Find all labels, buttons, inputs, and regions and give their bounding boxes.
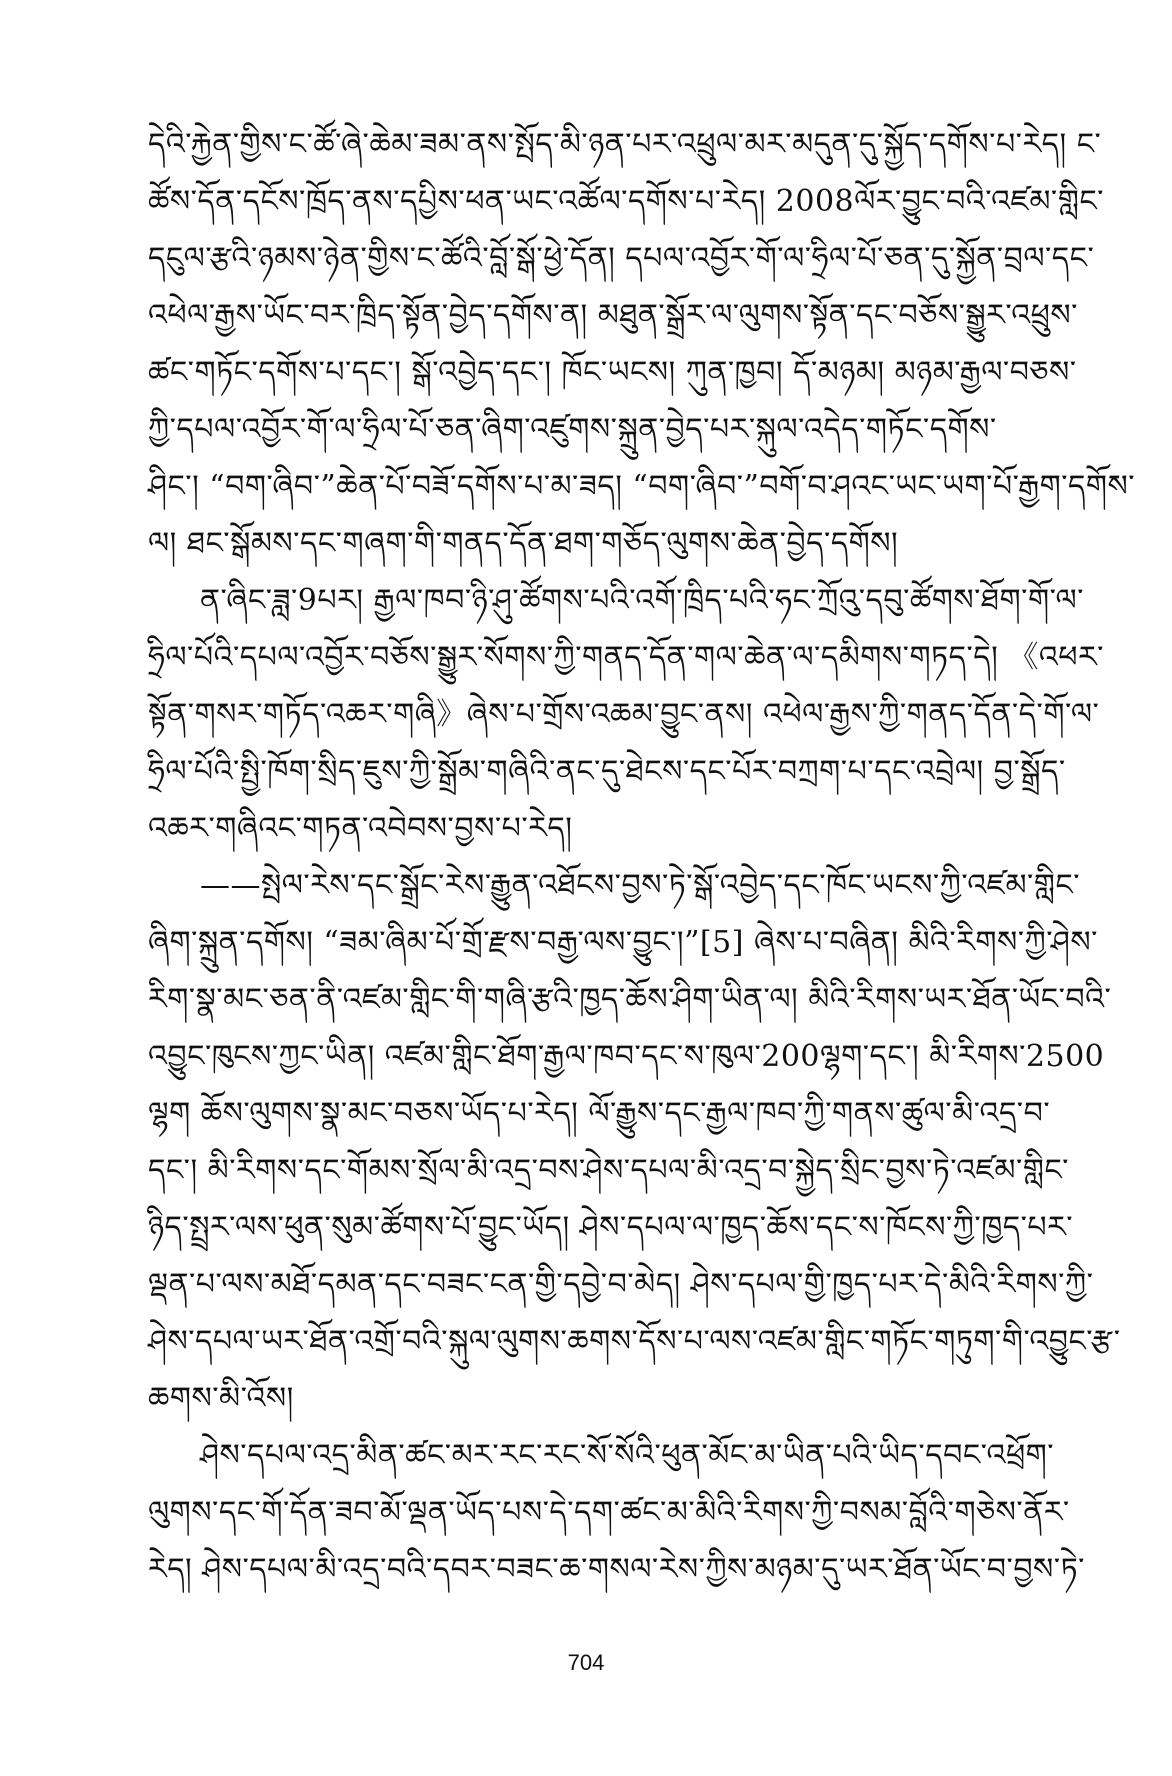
text-line: ཤིང་། “བག་ཞིབ་”ཆེན་པོ་བཟོ་དགོས་པ་མ་ཟད། “བག་ཞིབ་”བགོ་བ་ཤའང་ཡང་ཡག་པོ་རྒྱག་དགོས་ xyxy=(148,469,1136,504)
text-line: རེད། ཤེས་དཔལ་མི་འདྲ་བའི་དབར་བཟང་ཆ་གསལ་རེས་ཀྱིས་མཉམ་དུ་ཡར་ཐོན་ཡོང་བ་བྱས་ཏེ་ xyxy=(148,1552,1085,1587)
section-heading-line: ——སྤེལ་རེས་དང་སྒྲོང་རེས་རྒྱུན་འཐོངས་བྱས་ཏེ་སྒོ་འབྱེད་དང་ཁོང་ཡངས་ཀྱི་འཛམ་གླིང་ xyxy=(200,868,1081,903)
text-line: ཤེས་དཔལ་འདྲ་མིན་ཚང་མར་རང་རང་སོ་སོའི་ཕུན་མོང་མ་ཡིན་པའི་ཡིད་དབང་འཕྲོག་ xyxy=(200,1438,1055,1473)
text-line: འཕེལ་རྒྱས་ཡོང་བར་ཁྲིད་སྟོན་བྱེད་དགོས་ན། མཐུན་སྒྲོར་ལ་ལུགས་སྟོན་དང་བཅོས་སྒྱུར་འཕྲུས་ xyxy=(148,298,1078,333)
text-line: ན་ཞིང་ཟླ་9པར། རྒྱལ་ཁབ་ཉི་ཤུ་ཚོགས་པའི་འགོ་ཁྲིད་པའི་ཧང་ཀྲོའུ་དབུ་ཚོགས་ཐོག་གོ་ལ་ xyxy=(200,583,1084,618)
text-line: ཚང་གཏོང་དགོས་པ་དང་། སྒོ་འབྱེད་དང་། ཁོང་ཡངས། ཀུན་ཁྱབ། དོ་མཉམ། མཉམ་རྒྱལ་བཅས་ xyxy=(148,355,1077,390)
text-line: འཆར་གཞིའང་གཏན་འབེབས་བྱས་པ་རེད། xyxy=(148,811,573,846)
text-line: དེའི་རྐྱེན་གྱིས་ང་ཚོ་ཞེ་ཆེམ་ཟམ་ནས་སྤོད་མི་ཉན་པར་འཕྲུལ་མར་མདུན་དུ་སྐྱོད་དགོས་པ་རེད། ང་ xyxy=(148,127,1102,162)
text-line: ཚོས་དོན་དངོས་ཁྲོད་ནས་དཔྱིས་ཕན་ཡང་འཚོལ་དགོས་པ་རེད། 2008ལོར་བྱུང་བའི་འཛམ་གླིང་ xyxy=(148,184,1104,219)
text-line: ལྷག ཆོས་ལུགས་སྣ་མང་བཅས་ཡོད་པ་རེད། ལོ་རྒྱུས་དང་རྒྱལ་ཁབ་ཀྱི་གནས་ཚུལ་མི་འདྲ་བ་ xyxy=(148,1096,1051,1131)
text-line: ཀྱི་དཔལ་འབྱོར་གོ་ལ་ཧྲིལ་པོ་ཅན་ཞིག་འཛུགས་སྐྲུན་བྱེད་པར་སྐུལ་འདེད་གཏོང་དགོས་ xyxy=(148,412,997,447)
text-line: འབྱུང་ཁུངས་ཀྱང་ཡིན། འཛམ་གླིང་ཐོག་རྒྱལ་ཁབ་དང་ས་ཁུལ་200ལྷག་དང་། མི་རིགས་2500 xyxy=(148,1039,1105,1074)
page-number: 704 xyxy=(567,1650,605,1675)
text-line: སྟོན་གསར་གཏོད་འཆར་གཞི》ཞེས་པ་གྲོས་འཆམ་བྱུང་ནས། འཕེལ་རྒྱས་ཀྱི་གནད་དོན་དེ་གོ་ལ་ xyxy=(148,697,1100,732)
text-line: རིག་སྣ་མང་ཅན་ནི་འཛམ་གླིང་གི་གཞི་རྩའི་ཁྱད་ཆོས་ཤིག་ཡིན་ལ། མིའི་རིགས་ཡར་ཐོན་ཡོང་བའི་ xyxy=(148,982,1112,1017)
text-line: ཆགས་མི་འོས། xyxy=(148,1381,294,1416)
text-line: དང་། མི་རིགས་དང་གོམས་སྲོལ་མི་འདྲ་བས་ཤེས་དཔལ་མི་འདྲ་བ་སྐྱེད་སྲིང་བྱས་ཏེ་འཛམ་གླིང་ xyxy=(148,1153,1069,1188)
text-line: ཧྲིལ་པོའི་དཔལ་འབྱོར་བཅོས་སྒྱུར་སོགས་ཀྱི་གནད་དོན་གལ་ཆེན་ལ་དམིགས་གཏད་དེ། 《འཕར་ xyxy=(148,640,1104,675)
text-line: ལུགས་དང་གོ་དོན་ཟབ་མོ་ལྡན་ཡོད་པས་དེ་དག་ཚང་མ་མིའི་རིགས་ཀྱི་བསམ་བློའི་གཅེས་ནོར་ xyxy=(148,1495,1070,1530)
text-line: དངུལ་རྩའི་ཉམས་ཉེན་གྱིས་ང་ཚོའི་བློ་སྒོ་ཕྱེ་དོན། དཔལ་འབྱོར་གོ་ལ་ཧྲིལ་པོ་ཅན་དུ་སྐྱོན་བྲལ་དང་ xyxy=(148,241,1095,276)
text-line: ཉིད་སྤྲར་ལས་ཕུན་སུམ་ཚོགས་པོ་བྱུང་ཡོད། ཤེས་དཔལ་ལ་ཁྱད་ཆོས་དང་ས་ཁོངས་ཀྱི་ཁྱད་པར་ xyxy=(148,1210,1074,1245)
text-line: ལྡན་པ་ལས་མཐོ་དམན་དང་བཟང་ངན་གྱི་དབྱེ་བ་མེད། ཤེས་དཔལ་གྱི་ཁྱད་པར་དེ་མིའི་རིགས་ཀྱི་ xyxy=(148,1267,1094,1302)
text-line: ཞིག་སྐྲུན་དགོས། “ཟམ་ཞིམ་པོ་གྲོ་རྫས་བརྒྱ་ལས་བྱུང་།”[5] ཞེས་པ་བཞིན། མིའི་རིགས་ཀྱི་ཤེས་ xyxy=(148,925,1098,960)
text-line: ཧྲིལ་པོའི་སྤྱི་ཁོག་སྲིད་ཇུས་ཀྱི་སྒྲོམ་གཞིའི་ནང་དུ་ཐེངས་དང་པོར་བཀྲག་པ་དང་འབྲེལ། བྱ་སྒྲོད་ xyxy=(148,754,1066,789)
text-line: ལ། ཐང་སྒོམས་དང་གཞག་གི་གནད་དོན་ཐག་གཅོད་ལུགས་ཆེན་བྱེད་དགོས། xyxy=(148,526,899,561)
text-line: ཤེས་དཔལ་ཡར་ཐོན་འགྲོ་བའི་སྐུལ་ལུགས་ཆགས་དོས་པ་ལས་འཛམ་གླིང་གཏོང་གཏུག་གི་འབྱུང་རྩ་ xyxy=(148,1324,1121,1359)
